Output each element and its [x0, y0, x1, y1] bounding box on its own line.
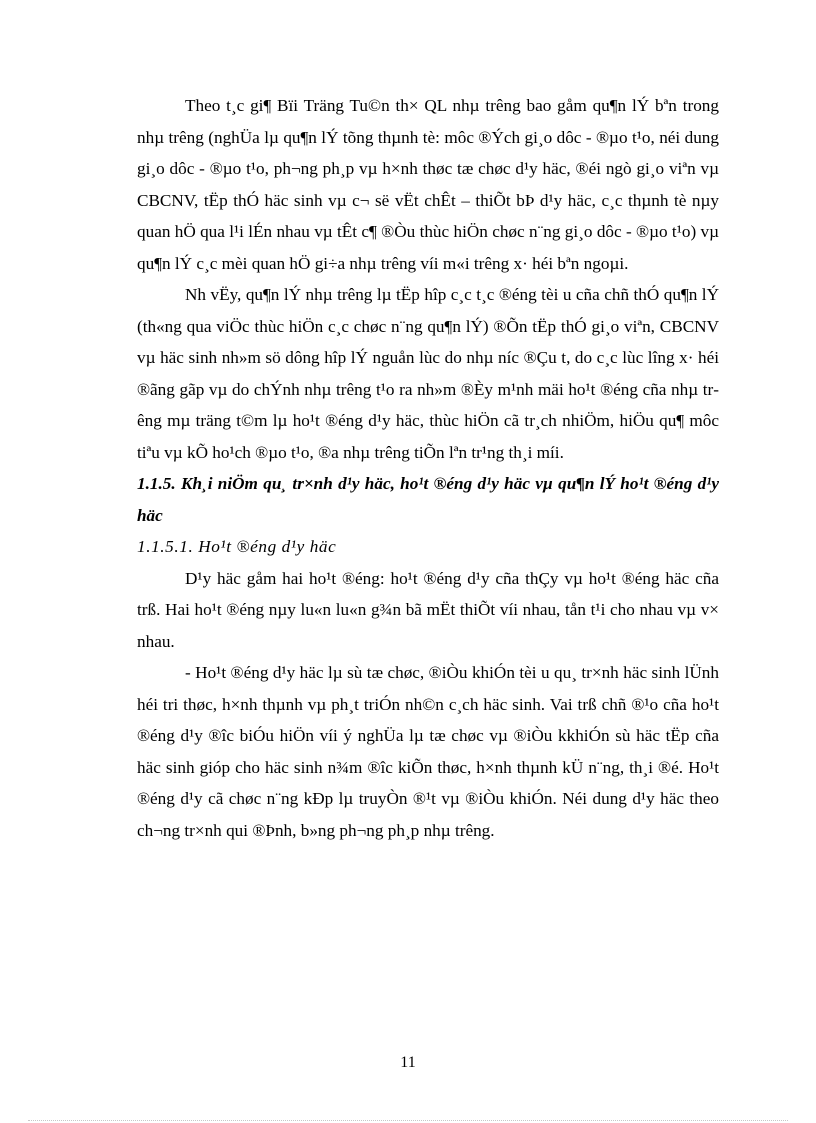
document-body — [137, 90, 719, 846]
page-number: 11 — [400, 1054, 416, 1071]
paragraph-1: Theo t¸c gi¶ Bïi Träng Tu©n th× QL nhµ trêng bao gåm qu¶n lÝ bªn trong nhµ trêng (nghÜa lµ qu¶n lÝ tõng thµnh tè: môc ®Ých gi¸o dôc - ®µo t¹o, néi dung gi¸o dôc - ®µo t¹o, ph¬ng ph¸p vµ h×nh thøc tæ chøc d¹y häc, ®éi ngò gi¸o viªn vµ CBCNV, tËp thÓ häc sinh vµ c¬ së vËt chÊt – thiÕt bÞ d¹y häc, c¸c thµnh tè nµy quan hÖ qua l¹i lÉn nhau vµ tÊt c¶ ®Òu thùc hiÖn chøc n¨ng gi¸o dôc - ®µo t¹o) vµ qu¶n lÝ c¸c mèi quan hÖ gi÷a nhµ trêng víi m«i trêng x· héi bªn ngoµi. — [137, 96, 719, 273]
page-bottom-divider — [28, 1120, 788, 1121]
subsection-heading: 1.1.5.1. Ho¹t ®éng d¹y häc — [137, 537, 337, 556]
paragraph-2: Nh vËy, qu¶n lÝ nhµ trêng lµ tËp hîp c¸c t¸c ®éng tèi u cña chñ thÓ qu¶n lÝ (th«ng qua viÖc thùc hiÖn c¸c chøc n¨ng qu¶n lÝ) ®Õn tËp thÓ gi¸o viªn, CBCNV vµ häc sinh nh»m sö dông hîp lÝ nguån lùc do nhµ níc ®Çu t, do c¸c lùc lîng x· héi ®ãng gãp vµ do chÝnh nhµ trêng t¹o ra nh»m ®Èy m¹nh mäi ho¹t ®éng cña nhµ trêng mµ träng t©m lµ ho¹t ®éng d¹y häc, thùc hiÖn cã tr¸ch nhiÖm, hiÖu qu¶ môc tiªu vµ kÕ ho¹ch ®µo t¹o, ®a nhµ trêng tiÕn lªn tr¹ng th¸i míi. — [137, 285, 719, 462]
paragraph-4: - Ho¹t ®éng d¹y häc lµ sù tæ chøc, ®iÒu khiÓn tèi u qu¸ tr×nh häc sinh lÜnh héi tri thøc, h×nh thµnh vµ ph¸t triÓn nh©n c¸ch häc sinh. Vai trß chñ ®¹o cña ho¹t ®éng d¹y ®îc biÓu hiÖn víi ý nghÜa lµ tæ chøc vµ ®iÒu kkhiÓn sù häc tËp cña häc sinh gióp cho häc sinh n¾m ®îc kiÕn thøc, h×nh thµnh kÜ n¨ng, th¸i ®é. Ho¹t ®éng d¹y cã chøc n¨ng kÐp lµ truyÒn ®¹t vµ ®iÒu khiÓn. Néi dung d¹y häc theo ch¬ng tr×nh qui ®Þnh, b»ng ph¬ng ph¸p nhµ trêng. — [137, 663, 719, 840]
section-heading: 1.1.5. Kh¸i niÖm qu¸ tr×nh d¹y häc, ho¹t ®éng d¹y häc vµ qu¶n lÝ ho¹t ®éng d¹y häc — [137, 474, 719, 525]
paragraph-3: D¹y häc gåm hai ho¹t ®éng: ho¹t ®éng d¹y cña thÇy vµ ho¹t ®éng häc cña trß. Hai ho¹t ®éng nµy lu«n lu«n g¾n bã mËt thiÕt víi nhau, tån t¹i cho nhau vµ v× nhau. — [137, 568, 719, 651]
